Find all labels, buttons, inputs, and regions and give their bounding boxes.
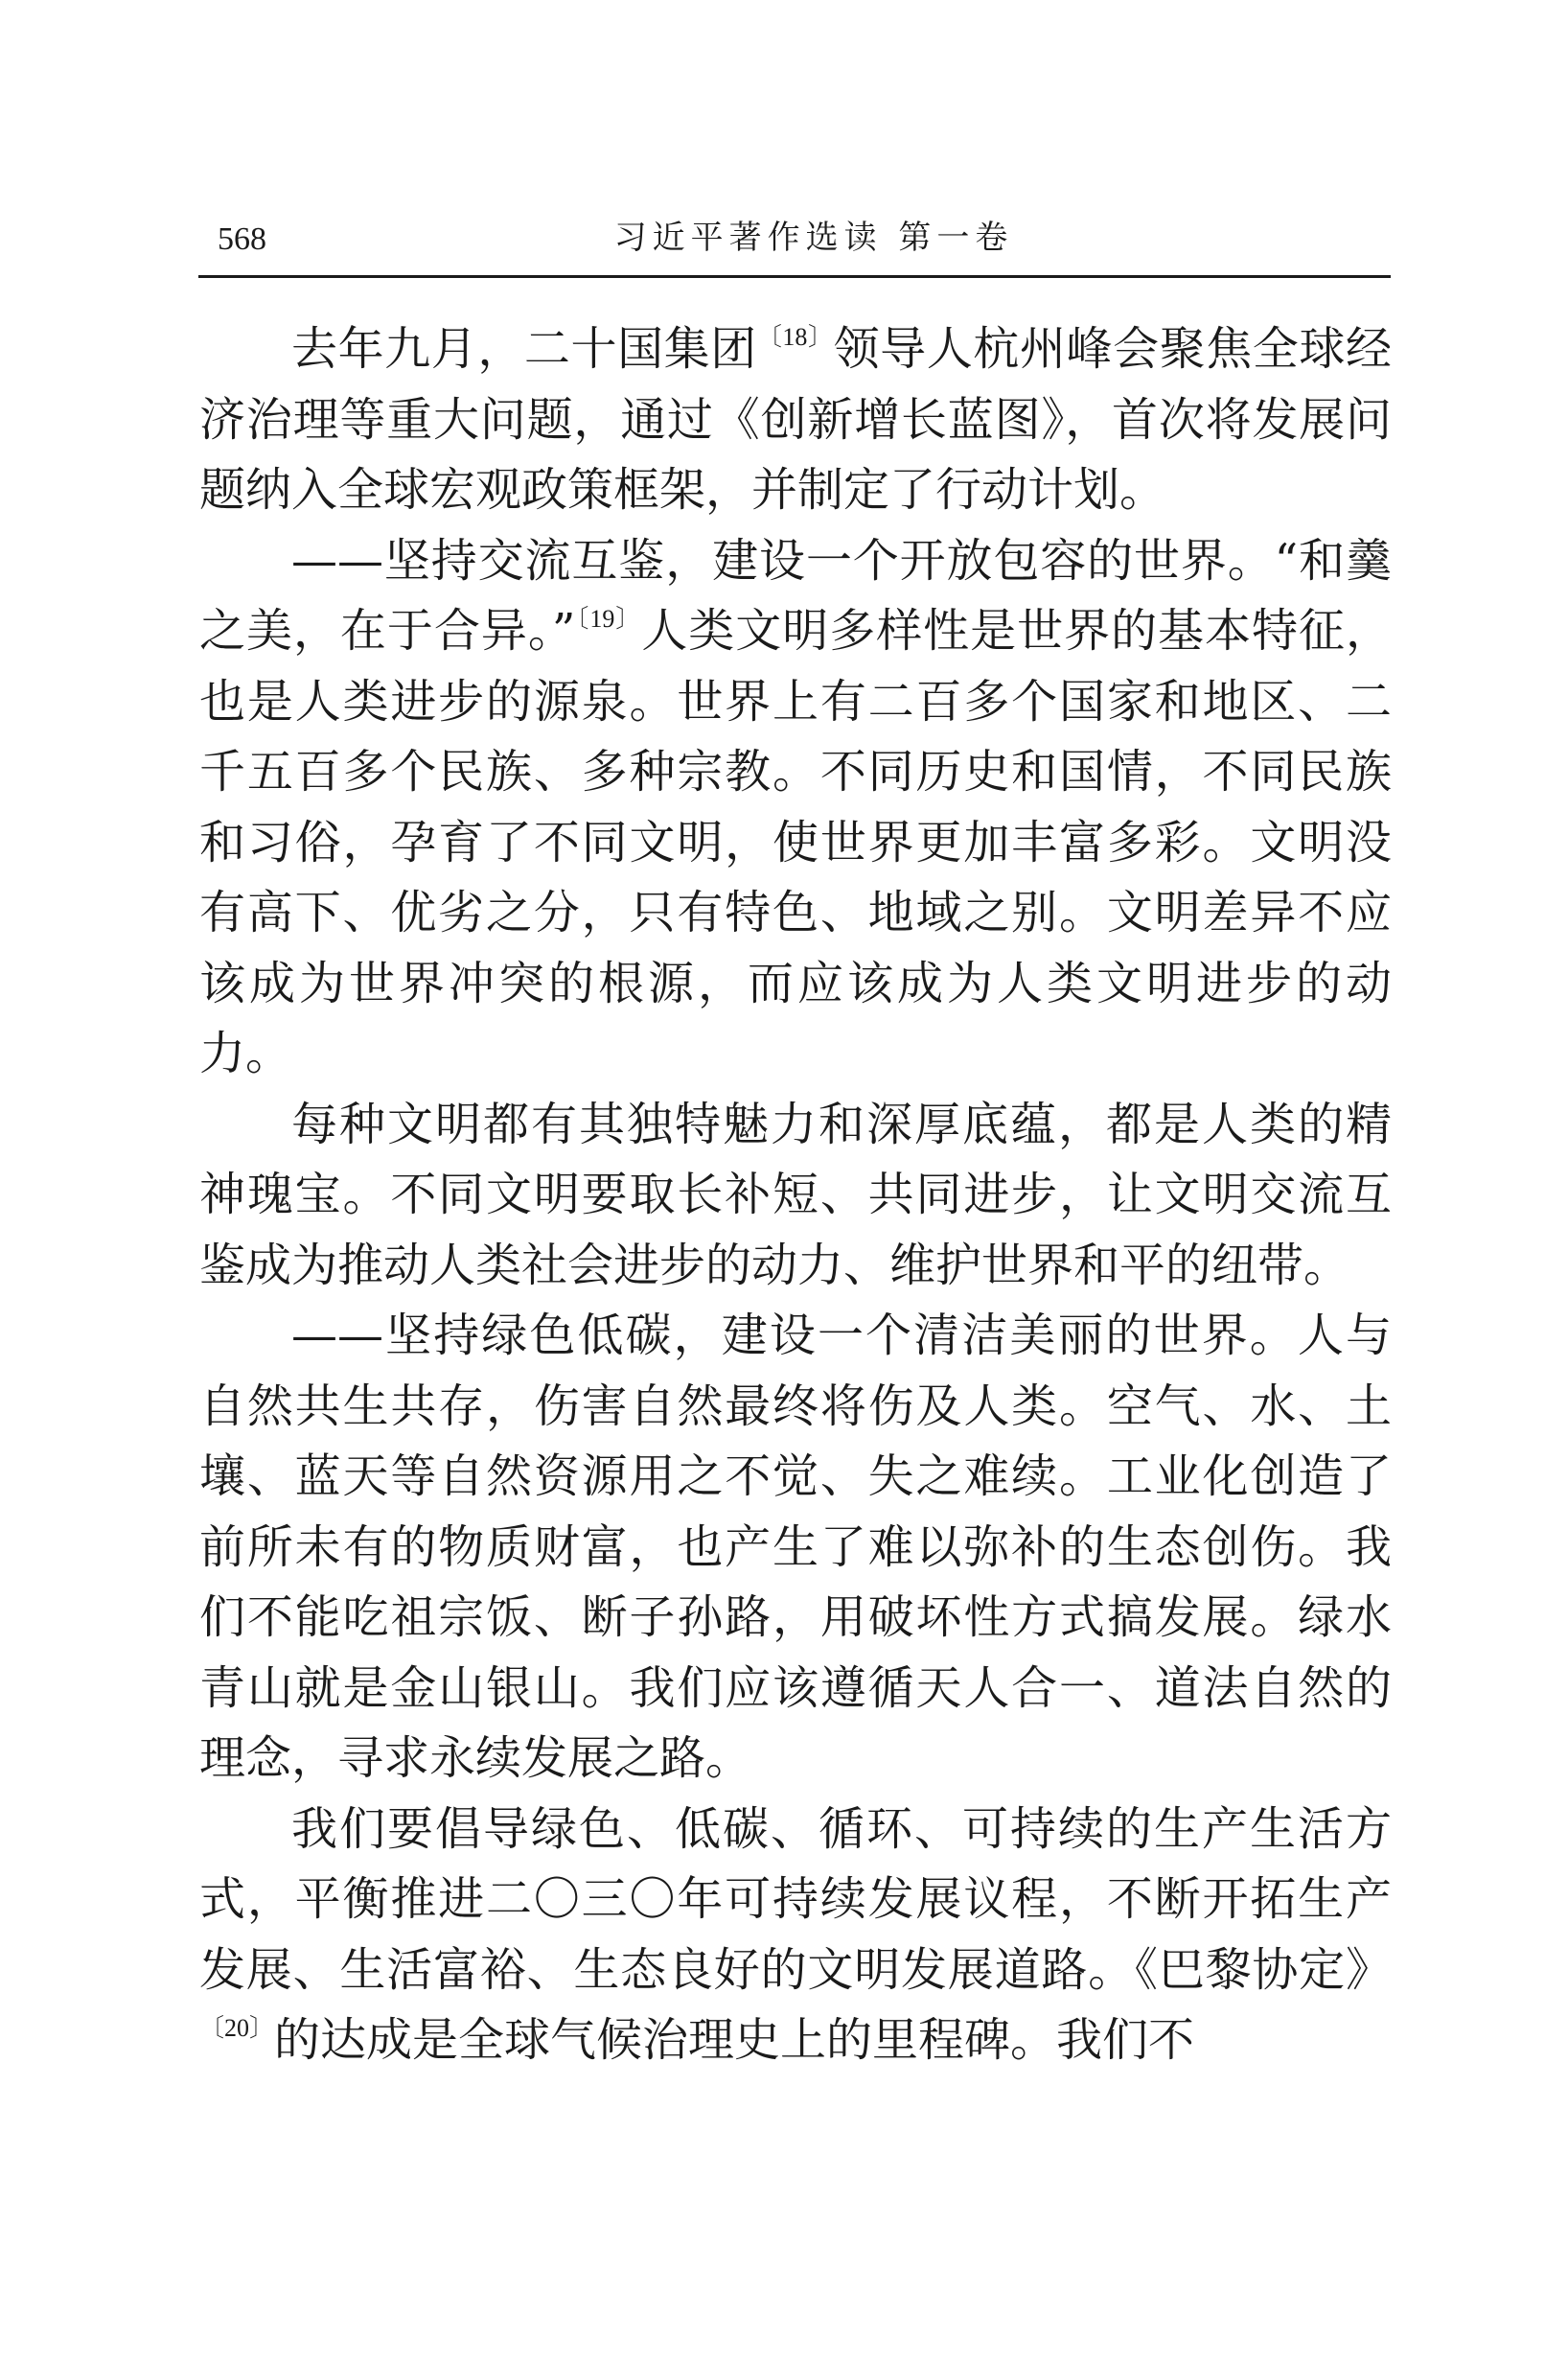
paragraph-text: 每种文明都有其独特魅力和深厚底蕴，都是人类的精神瑰宝。不同文明要取长补短、共同进步，让文明交流互鉴成为推动人类社会进步的动力、维护世界和平的纽带。: [199, 1097, 1392, 1292]
footnote-marker: 〔20〕: [199, 2014, 275, 2042]
header-rule: [198, 275, 1391, 278]
page-number: 568: [218, 221, 266, 257]
paragraph-text: ——坚持绿色低碳，建设一个清洁美丽的世界。人与自然共生共存，伤害自然最终将伤及人类。空气、水、土壤、蓝天等自然资源用之不觉、失之难续。工业化创造了前所未有的物质财富，也产生了难以弥补的生态创伤。我们不能吃祖宗饭、断子孙路，用破坏性方式搞发展。绿水青山就是金山银山。我们应该遵循天人合一、道法自然的理念，寻求永续发展之路。: [199, 1309, 1392, 1785]
paragraph: [199, 1795, 1392, 2076]
running-title: 习近平著作选读 第一卷: [613, 219, 1014, 257]
paragraph: [199, 314, 1392, 526]
paragraph-text: 去年九月，二十国集团: [291, 322, 757, 376]
paragraph-text: ——坚持交流互鉴，建设一个开放包容的世界。“和羹之美，在于合异。”: [199, 533, 1392, 658]
footnote-marker: 〔19〕: [575, 605, 642, 633]
page-header: [198, 213, 1391, 268]
footnote-marker: 〔18〕: [756, 323, 834, 351]
body-text: [199, 314, 1392, 2076]
paragraph: [199, 1090, 1392, 1302]
paragraph-text: 我们要倡导绿色、低碳、循环、可持续的生产生活方式，平衡推进二〇三〇年可持续发展议程，不断开拓生产发展、生活富裕、生态良好的文明发展道路。《巴黎协定》: [199, 1801, 1392, 1997]
paragraph: [199, 526, 1392, 1090]
paragraph: [199, 1301, 1392, 1795]
paragraph-text: 人类文明多样性是世界的基本特征，也是人类进步的源泉。世界上有二百多个国家和地区、二千五百多个民族、多种宗教。不同历史和国情，不同民族和习俗，孕育了不同文明，使世界更加丰富多彩。文明没有高下、优劣之分，只有特色、地域之别。文明差异不应该成为世界冲突的根源，而应该成为人类文明进步的动力。: [199, 604, 1392, 1080]
paragraph-text: 的达成是全球气候治理史上的里程碑。我们不: [274, 2013, 1195, 2067]
paragraph-text: 领导人杭州峰会聚焦全球经济治理等重大问题，通过《创新增长蓝图》，首次将发展问题纳入全球宏观政策框架，并制定了行动计划。: [199, 322, 1392, 517]
